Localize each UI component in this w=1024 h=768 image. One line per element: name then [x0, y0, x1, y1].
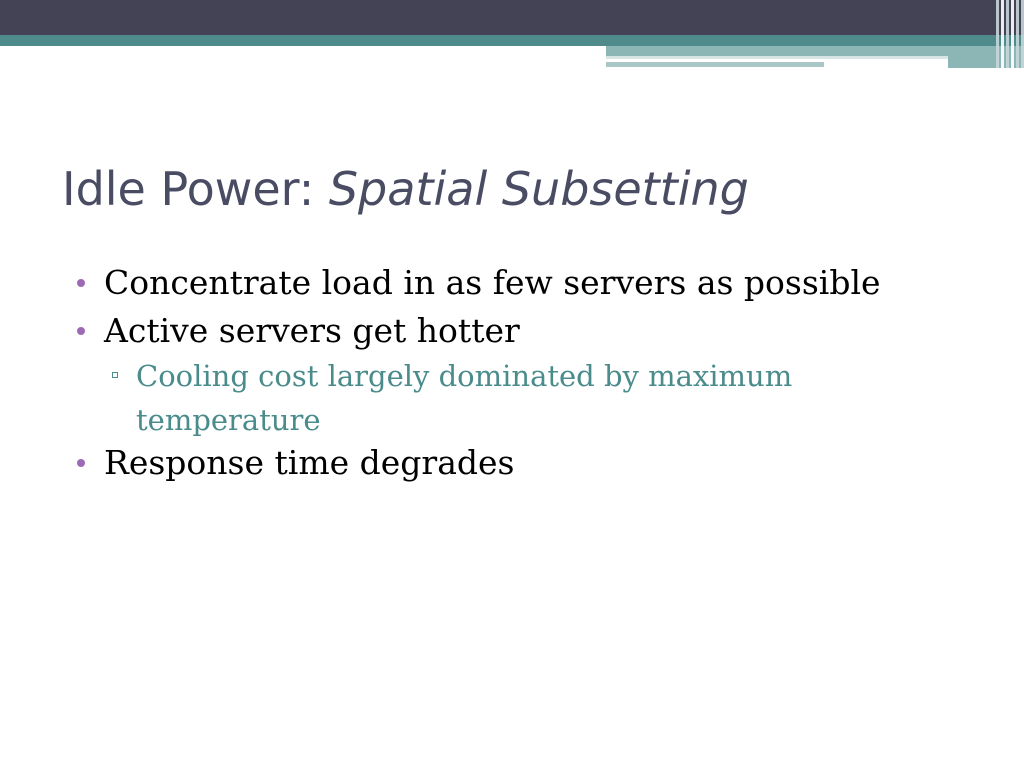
- slide-title-regular: Idle Power:: [62, 162, 329, 216]
- sub-bullet-text: Cooling cost largely dominated by maximum temperature: [136, 359, 793, 437]
- round-bullet-icon: [77, 459, 85, 467]
- sub-bullet-item: [106, 354, 954, 442]
- slide-title: [62, 158, 749, 220]
- header-accent-line-short: [606, 62, 824, 67]
- bullet-list: [74, 262, 954, 490]
- bullet-item: [74, 442, 954, 484]
- square-bullet-icon: [112, 372, 118, 378]
- header-stripes: [992, 0, 1024, 68]
- header-teal-band: [0, 35, 1024, 46]
- round-bullet-icon: [77, 279, 85, 287]
- bullet-text: Active servers get hotter: [104, 311, 520, 350]
- header-dark-band: [0, 0, 1024, 35]
- bullet-item: [74, 310, 954, 352]
- bullet-item: [74, 262, 954, 304]
- header-accent-line: [606, 56, 948, 59]
- round-bullet-icon: [77, 327, 85, 335]
- bullet-text: Concentrate load in as few servers as possible: [104, 263, 881, 302]
- slide-title-italic: Spatial Subsetting: [328, 162, 749, 216]
- bullet-text: Response time degrades: [104, 443, 515, 482]
- header-accent-band: [606, 46, 1024, 56]
